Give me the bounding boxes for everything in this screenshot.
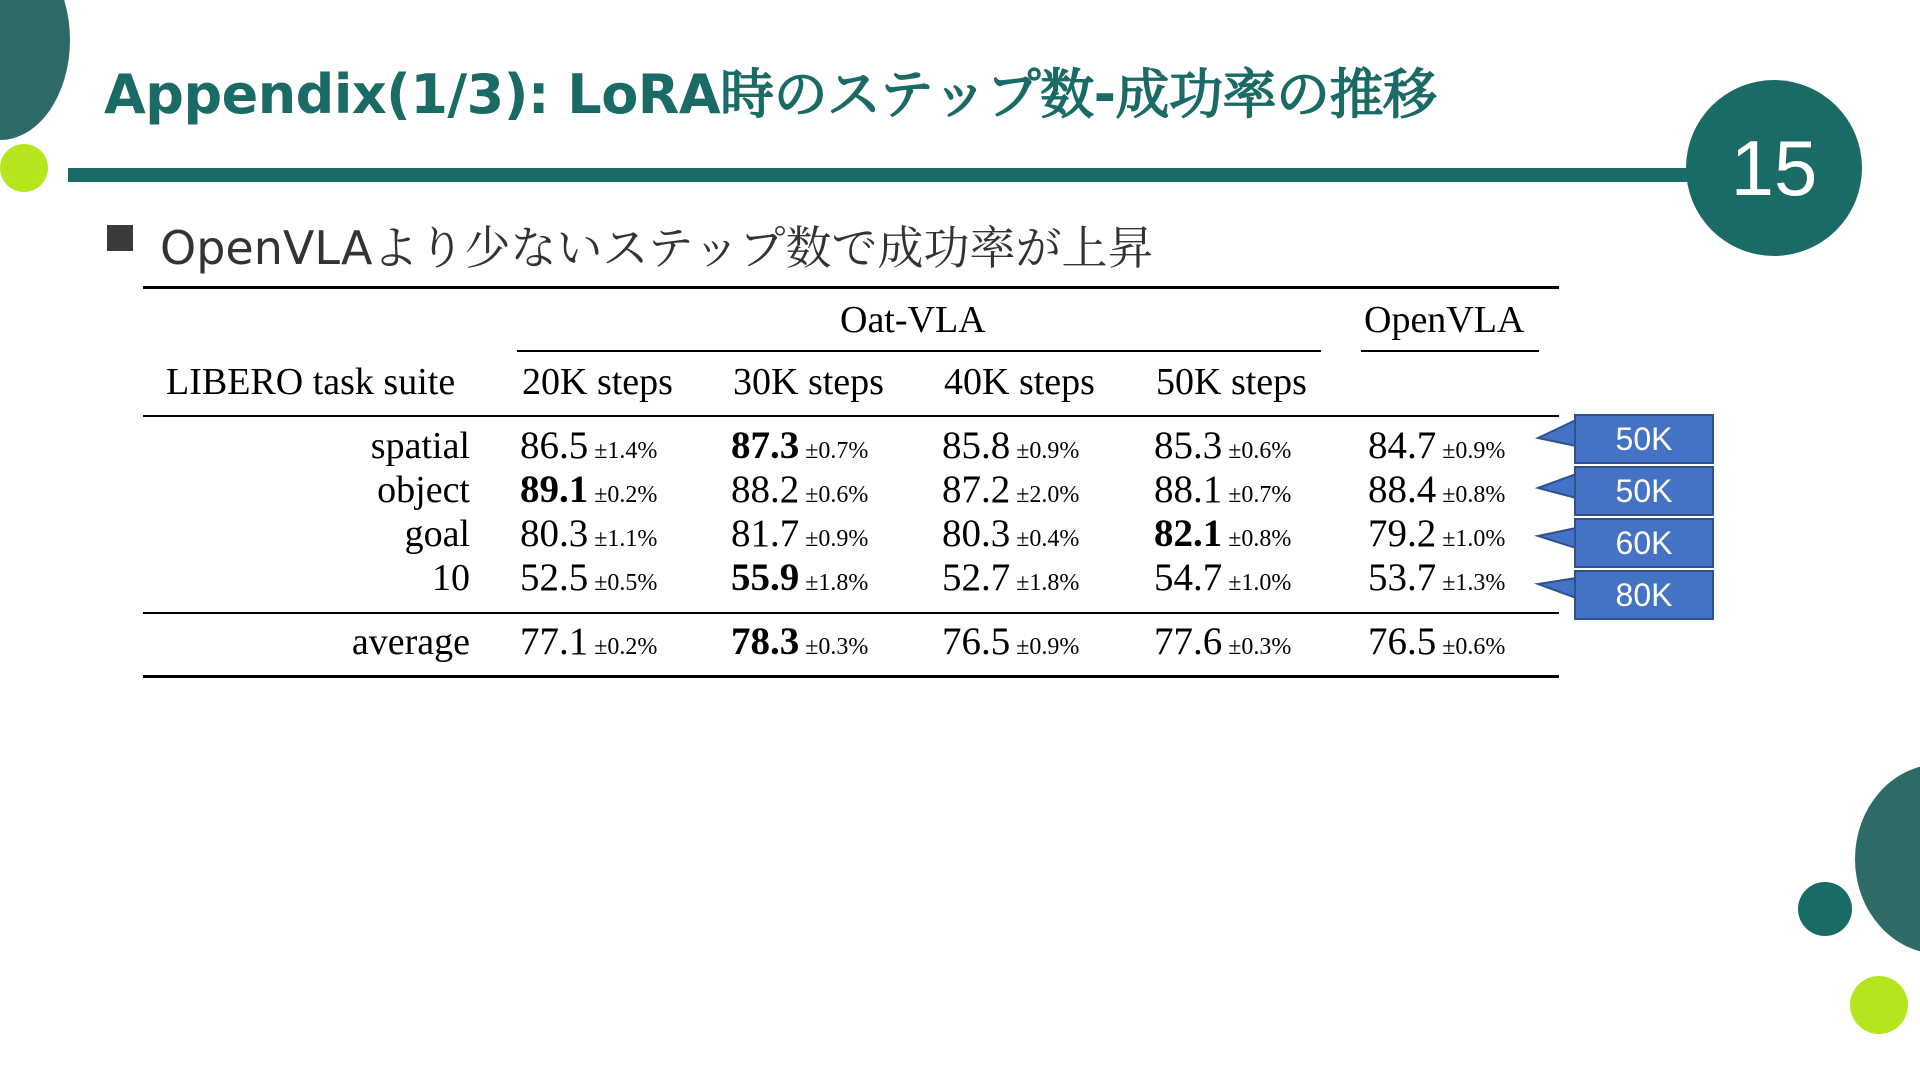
cell-stddev: ±1.0% xyxy=(1442,526,1506,552)
cell-stddev: ±2.0% xyxy=(1016,482,1080,508)
cell-stddev: ±0.6% xyxy=(1228,438,1292,464)
cell-value: 80.3 xyxy=(520,512,589,555)
column-header-20k: 20K steps xyxy=(522,361,673,403)
cell-value: 77.6 xyxy=(1154,620,1223,663)
cell-stddev: ±0.5% xyxy=(594,570,658,596)
cell-stddev: ±0.7% xyxy=(805,438,869,464)
cell-value: 88.4 xyxy=(1368,468,1437,511)
cell-stddev: ±0.8% xyxy=(1442,482,1506,508)
cell-stddev: ±1.4% xyxy=(594,438,658,464)
cell-stddev: ±0.2% xyxy=(594,482,658,508)
cell-value: 85.8 xyxy=(942,424,1011,467)
cell-stddev: ±0.6% xyxy=(1442,634,1506,660)
cell-value: 53.7 xyxy=(1368,556,1437,599)
column-header-40k: 40K steps xyxy=(944,361,1095,403)
cell-value: 52.7 xyxy=(942,556,1011,599)
cell-value: 54.7 xyxy=(1154,556,1223,599)
cell-stddev: ±1.3% xyxy=(1442,570,1506,596)
cell-stddev: ±0.9% xyxy=(805,526,869,552)
group-header-oat-vla: Oat-VLA xyxy=(840,299,986,341)
cell-value: 86.5 xyxy=(520,424,589,467)
cell-stddev: ±1.8% xyxy=(1016,570,1080,596)
cell-stddev: ±0.9% xyxy=(1016,438,1080,464)
callout-goal-steps: 60K xyxy=(1574,518,1714,568)
row-label: goal xyxy=(404,513,470,555)
bullet-text: OpenVLAより少ないステップ数で成功率が上昇 xyxy=(160,221,1154,275)
cell-value: 79.2 xyxy=(1368,512,1437,555)
row-label: spatial xyxy=(370,425,470,467)
row-header-label: LIBERO task suite xyxy=(166,361,456,403)
column-header-50k: 50K steps xyxy=(1156,361,1307,403)
cell-stddev: ±0.7% xyxy=(1228,482,1292,508)
cell-value: 52.5 xyxy=(520,556,589,599)
callout-object-steps: 50K xyxy=(1574,466,1714,516)
cell-stddev: ±0.9% xyxy=(1016,634,1080,660)
cell-stddev: ±0.6% xyxy=(805,482,869,508)
cell-stddev: ±1.1% xyxy=(594,526,658,552)
cell-value: 77.1 xyxy=(520,620,589,663)
callout-pointer xyxy=(1538,528,1576,548)
cell-stddev: ±0.4% xyxy=(1016,526,1080,552)
cell-value: 55.9 xyxy=(731,556,800,599)
callout-spatial-steps: 50K xyxy=(1574,414,1714,464)
page-number-badge: 15 xyxy=(1686,80,1862,256)
group-header-openvla: OpenVLA xyxy=(1364,299,1525,341)
column-header-30k: 30K steps xyxy=(733,361,884,403)
cell-value: 89.1 xyxy=(520,468,589,511)
cell-stddev: ±0.3% xyxy=(1228,634,1292,660)
row-label: object xyxy=(377,469,470,511)
cell-stddev: ±0.3% xyxy=(805,634,869,660)
cell-value: 84.7 xyxy=(1368,424,1437,467)
cell-stddev: ±0.2% xyxy=(594,634,658,660)
callout-pointer xyxy=(1538,474,1576,498)
cell-value: 76.5 xyxy=(1368,620,1437,663)
average-label: average xyxy=(351,621,470,663)
callout-10-steps: 80K xyxy=(1574,570,1714,620)
cell-value: 81.7 xyxy=(731,512,800,555)
row-label: 10 xyxy=(432,557,470,599)
cell-value: 82.1 xyxy=(1154,512,1223,555)
cell-value: 78.3 xyxy=(731,620,800,663)
cell-value: 85.3 xyxy=(1154,424,1223,467)
callout-pointer xyxy=(1538,578,1576,598)
cell-value: 87.3 xyxy=(731,424,800,467)
callout-pointer xyxy=(1538,420,1576,446)
cell-value: 88.2 xyxy=(731,468,800,511)
cell-stddev: ±0.8% xyxy=(1228,526,1292,552)
cell-value: 88.1 xyxy=(1154,468,1223,511)
cell-stddev: ±1.8% xyxy=(805,570,869,596)
cell-value: 76.5 xyxy=(942,620,1011,663)
cell-value: 80.3 xyxy=(942,512,1011,555)
cell-value: 87.2 xyxy=(942,468,1011,511)
cell-stddev: ±1.0% xyxy=(1228,570,1292,596)
cell-stddev: ±0.9% xyxy=(1442,438,1506,464)
slide-title: Appendix(1/3): LoRA時のステップ数-成功率の推移 xyxy=(104,63,1437,126)
